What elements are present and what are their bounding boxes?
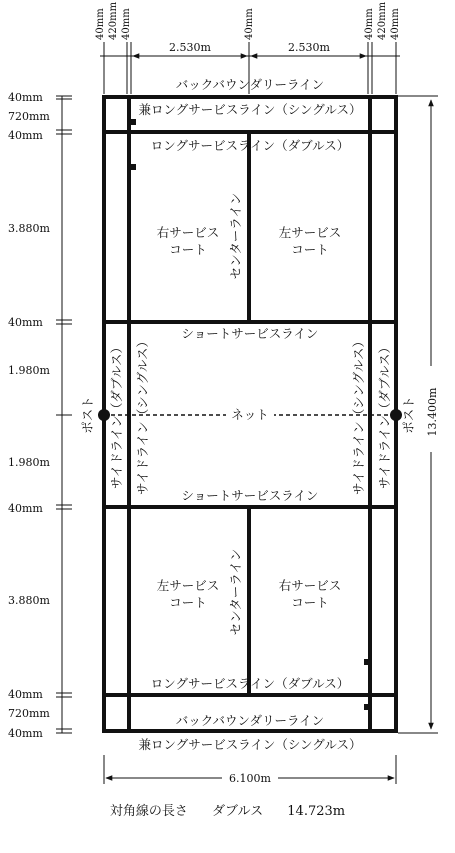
total-width-label: 6.100m [229,772,271,785]
right-service-court-bottom-l2: コート [291,595,329,610]
diagonal-label: 対角線の長さ [109,804,188,819]
top-dim-420-right: 420mm [377,1,388,40]
left-dimension-labels [8,91,50,740]
left-dim-40-top: 40mm [8,91,43,104]
left-dim-40-top-b: 40mm [8,129,43,142]
left-dim-3880-bottom: 3.880m [8,594,50,607]
right-service-court-bottom-l1: 右サービス [278,578,342,593]
short-service-label-top: ショートサービスライン [181,326,319,341]
top-dim-40-center: 40mm [244,8,255,40]
right-service-court-top-l2: コート [169,242,207,257]
left-dim-40-bottom-a: 40mm [8,688,43,701]
diagonal-value: 14.723m [287,804,346,819]
side-line-doubles-label-right: サイドライン（ダブルス） [377,341,392,489]
long-service-singles-label-bottom: 兼ロングサービスライン（シングルス） [138,737,362,752]
long-service-doubles-label-top: ロングサービスライン（ダブルス） [150,138,350,153]
left-dim-40-bottom-b: 40mm [8,727,43,740]
top-dim-40-right-a: 40mm [364,8,375,40]
post-label-left: ポスト [80,396,95,434]
left-dim-720-top: 720mm [8,110,50,123]
left-dim-40-mid-bottom: 40mm [8,502,43,515]
short-service-label-bottom: ショートサービスライン [181,488,319,503]
side-line-doubles-label-left: サイドライン（ダブルス） [109,341,124,489]
back-boundary-label-bottom: バックバウンダリーライン [175,713,325,728]
left-service-court-bottom-l2: コート [169,595,207,610]
left-dim-1980-bottom: 1.980m [8,456,50,469]
top-dim-half-width-right: 2.530m [288,41,330,54]
left-dim-40-mid-top: 40mm [8,316,43,329]
left-dim-3880-top: 3.880m [8,222,50,235]
net-label: ネット [231,407,269,422]
diagonal-footer [0,800,455,819]
top-dim-40-left-a: 40mm [95,8,106,40]
long-service-doubles-label-bottom: ロングサービスライン（ダブルス） [150,676,350,691]
top-dim-half-width-left: 2.530m [169,41,211,54]
back-boundary-label-top: バックバウンダリーライン [175,77,325,92]
top-dim-40-left-b: 40mm [121,8,132,40]
side-line-singles-label-right: サイドライン（シングルス） [351,335,366,495]
total-length-label: 13.400m [426,387,439,437]
left-service-court-bottom-l1: 左サービス [156,578,220,593]
doubles-label: ダブルス [212,804,264,819]
left-dim-1980-top: 1.980m [8,364,50,377]
left-dim-720-bottom: 720mm [8,707,50,720]
left-service-court-top-l1: 左サービス [278,225,342,240]
right-service-court-top-l1: 右サービス [156,225,220,240]
side-line-singles-label-left: サイドライン（シングルス） [135,335,150,495]
long-service-singles-label-top: 兼ロングサービスライン（シングルス） [138,102,362,117]
left-dimension-lines [56,96,72,733]
left-service-court-top-l2: コート [291,242,329,257]
post-label-right: ポスト [401,396,416,434]
top-dimension-labels [95,1,401,54]
center-line-label-bottom: センターライン [228,548,243,636]
top-dim-40-right-b: 40mm [390,8,401,40]
top-dim-420-left: 420mm [108,1,119,40]
center-line-label-top: センターライン [228,192,243,280]
